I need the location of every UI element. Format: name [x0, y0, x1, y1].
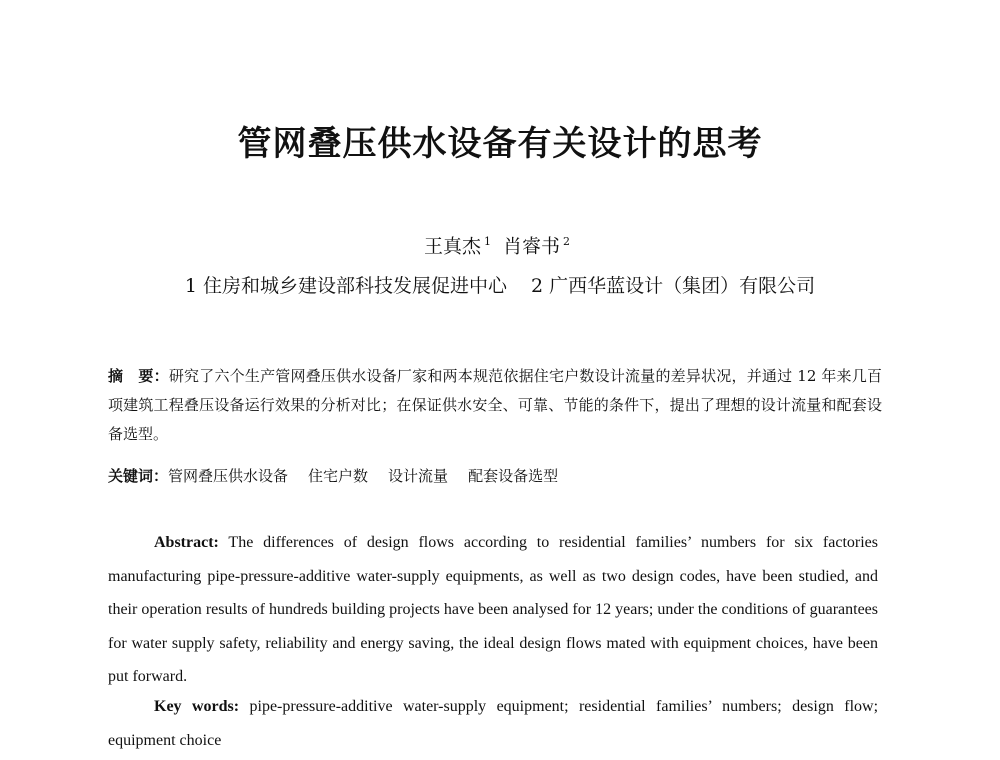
chinese-abstract-label: 摘 要：	[108, 367, 169, 385]
english-keywords	[108, 690, 878, 757]
keyword: 管网叠压供水设备	[168, 467, 289, 485]
keyword: 配套设备选型	[468, 467, 559, 485]
chinese-keywords-label: 关键词：	[108, 467, 169, 485]
chinese-keywords	[108, 462, 882, 490]
english-keywords-label: Key words:	[154, 698, 240, 715]
author-line	[0, 228, 1000, 260]
keyword: 住宅户数	[308, 467, 369, 485]
english-abstract-text: The differences of design flows according to residential families’ numbers for six factories manufacturing pipe-pressure-additive water-supply equipments, as well as two design codes, have been studied, and their operation results of hundreds building projects have been analysed for 12 years; under the conditions of guarantees for water supply safety, reliability and energy saving, the ideal design flows mated with equipment choices, have been put forward.	[108, 534, 879, 685]
keyword: 设计流量	[388, 467, 449, 485]
english-abstract	[108, 526, 878, 694]
affiliation-line	[0, 272, 1000, 300]
author-affiliation-mark: 2	[563, 235, 571, 248]
affiliation: 2 广西华蓝设计（集团）有限公司	[531, 275, 816, 297]
author-name: 肖睿书	[503, 235, 561, 258]
author-affiliation-mark: 1	[483, 235, 491, 248]
english-keywords-text: pipe-pressure-additive water-supply equipment; residential families’ numbers; design flow; equipment choice	[108, 698, 879, 749]
chinese-abstract-text: 研究了六个生产管网叠压供水设备厂家和两本规范依据住宅户数设计流量的差异状况，并通过 12 年来几百项建筑工程叠压设备运行效果的分析对比；在保证供水安全、可靠、节能的条件下，提出了理想的设计流量和配套设备选型。	[108, 367, 882, 443]
author-name: 王真杰	[423, 235, 481, 258]
english-abstract-label: Abstract:	[154, 534, 219, 551]
paper-title: 管网叠压供水设备有关设计的思考	[237, 124, 763, 164]
affiliation: 1 住房和城乡建设部科技发展促进中心	[184, 275, 507, 297]
chinese-abstract	[108, 362, 882, 449]
